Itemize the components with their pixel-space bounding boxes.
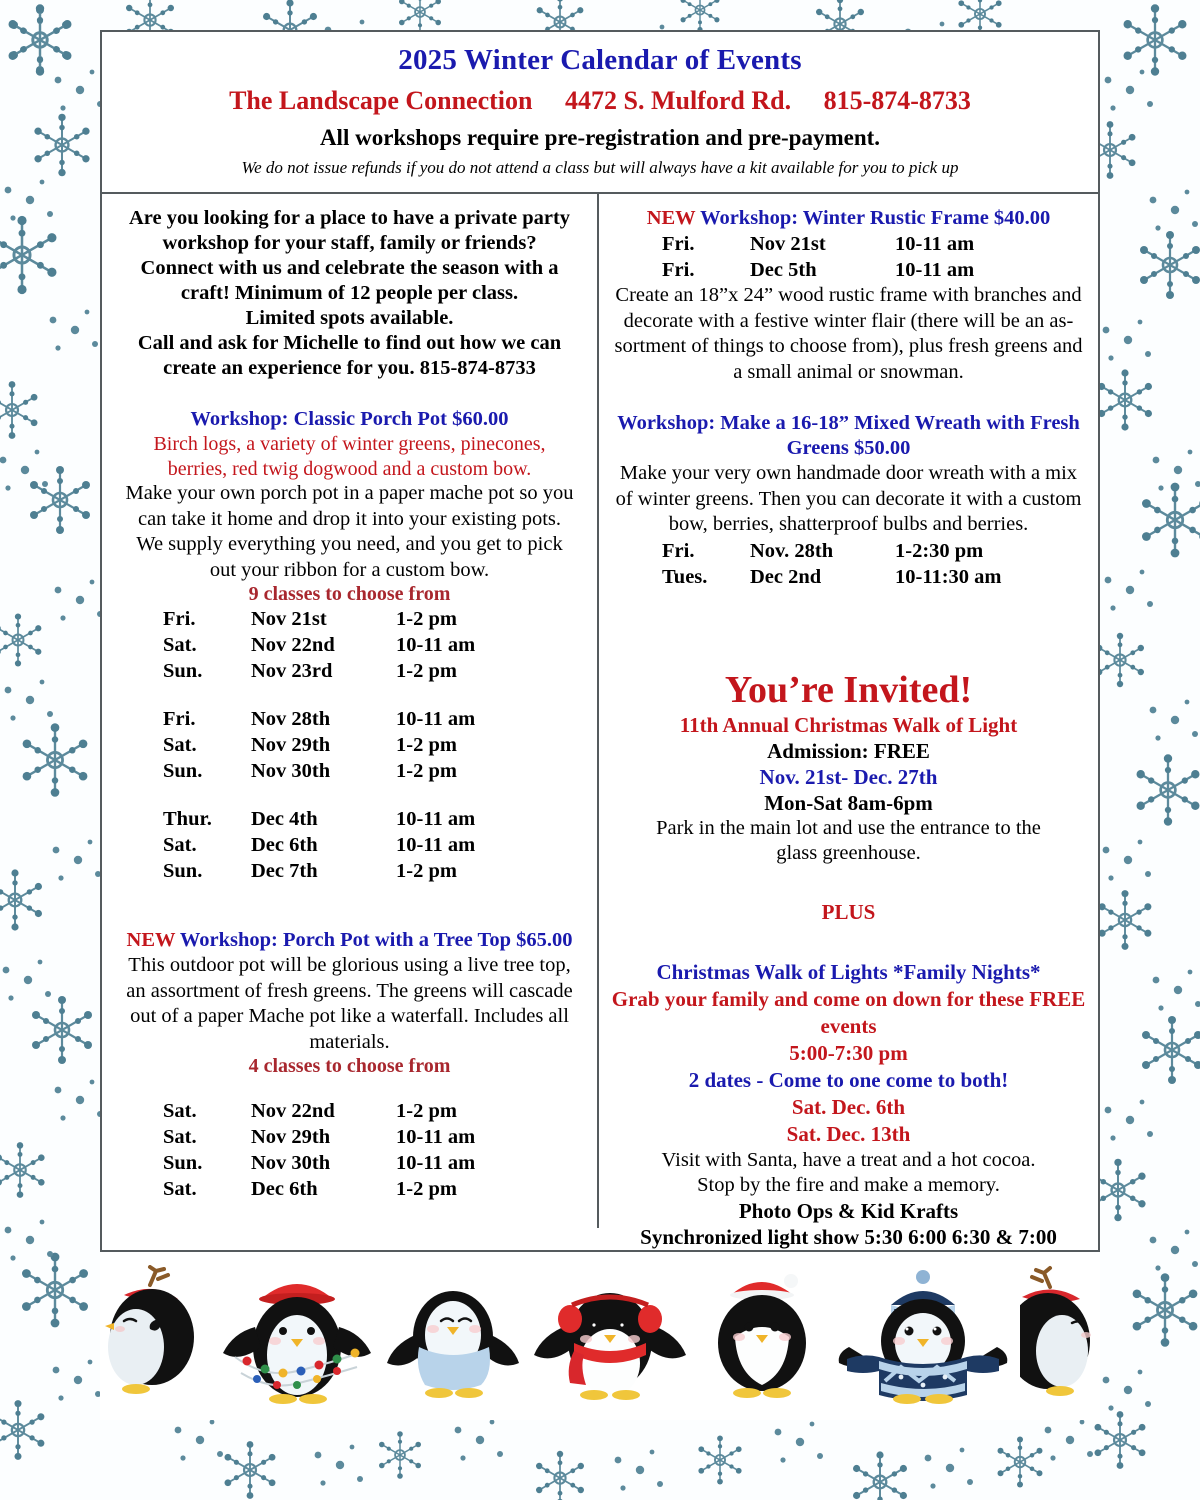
registration-notice: All workshops require pre-registration and pre-payment. — [319, 125, 881, 150]
schedule-date: Nov 30th — [251, 1152, 331, 1174]
schedule-time: 1-2 pm — [396, 734, 457, 756]
invitation-parking-line: Park in the main lot and use the entrance to the — [656, 816, 1041, 839]
penguin-decoration-strip — [100, 1255, 1100, 1415]
private-party-block — [116, 206, 583, 381]
refund-policy: We do not issue refunds if you do not attend a class but will always have a kit available for you to pick up — [241, 158, 959, 177]
table-row — [662, 257, 1035, 283]
workshop-materials — [116, 432, 583, 481]
family-nights-time: 5:00-7:30 pm — [789, 1040, 908, 1065]
plus-label: PLUS — [821, 899, 876, 924]
schedule-date: Nov 30th — [251, 760, 331, 782]
schedule-day: Thur. — [163, 808, 212, 830]
schedule-time: 10-11 am — [396, 634, 476, 656]
penguin-red-santa-hat — [697, 1265, 827, 1415]
table-row — [163, 858, 536, 884]
penguin-earmuffs-red-scarf — [530, 1265, 690, 1415]
schedule-group-gap — [163, 784, 536, 806]
schedule-time: 1-2 pm — [396, 608, 457, 630]
schedule-date: Dec 4th — [251, 808, 318, 830]
table-row — [662, 538, 1035, 564]
description-line: out of a paper Mache pot like a waterfall. Includes all — [130, 1005, 569, 1027]
schedule-time: 1-2 pm — [396, 860, 457, 882]
workshop-heading: Workshop: Classic Porch Pot $60.00 — [190, 408, 509, 430]
schedule-day: Sun. — [163, 860, 203, 882]
family-nights-photo-ops: Photo Ops & Kid Krafts — [738, 1198, 959, 1223]
business-phone: 815-874-8733 — [823, 86, 971, 115]
schedule-time: 1-2 pm — [396, 760, 457, 782]
family-nights-activity: Visit with Santa, have a treat and a hot cocoa. — [661, 1148, 1036, 1171]
schedule-day: Sun. — [163, 1152, 203, 1174]
flyer-header — [102, 32, 1098, 194]
table-row — [163, 658, 536, 684]
right-column — [599, 194, 1098, 1249]
workshop-winter-rustic-frame — [611, 206, 1086, 385]
invitation-hours: Mon-Sat 8am-6pm — [764, 790, 933, 815]
schedule-date: Nov 21st — [750, 233, 826, 255]
schedule-date: Nov 21st — [251, 608, 327, 630]
invitation-block — [611, 668, 1086, 866]
workshop-heading-line1: Workshop: Make a 16-18” Mixed Wreath with Fresh — [617, 412, 1080, 434]
family-nights-dates-note: 2 dates - Come to one come to both! — [688, 1067, 1009, 1092]
invitation-event-name: 11th Annual Christmas Walk of Light — [679, 712, 1018, 737]
private-party-line: Call and ask for Michelle to find out how we can — [137, 332, 562, 354]
business-line — [112, 86, 1088, 116]
schedule-day: Sun. — [163, 660, 203, 682]
private-party-line: craft! Minimum of 12 people per class. — [180, 282, 519, 304]
materials-line: Birch logs, a variety of winter greens, pinecones, — [153, 433, 546, 455]
description-line: decorate with a festive winter flair (there will be an as- — [623, 309, 1074, 332]
penguin-blue-scarf — [383, 1265, 523, 1415]
schedule-day: Sat. — [163, 634, 197, 656]
table-row — [163, 1150, 536, 1176]
workshop-heading: Workshop: Winter Rustic Frame $40.00 — [700, 207, 1051, 229]
schedule-time: 10-11:30 am — [895, 565, 1002, 588]
table-row — [163, 758, 536, 784]
workshop-heading-line2: Greens $50.00 — [786, 437, 911, 459]
workshop-description — [116, 953, 583, 1055]
schedule-date: Dec 6th — [251, 1178, 318, 1200]
page-title: 2025 Winter Calendar of Events — [398, 44, 802, 76]
schedule-day: Sat. — [163, 1178, 197, 1200]
schedule-time: 1-2:30 pm — [895, 539, 984, 562]
schedule-time: 10-11 am — [396, 1152, 476, 1174]
left-column — [102, 194, 599, 1228]
schedule-time: 10-11 am — [396, 1126, 476, 1148]
workshop-heading: Workshop: Porch Pot with a Tree Top $65.00 — [179, 929, 573, 951]
schedule-date: Dec 2nd — [750, 565, 822, 588]
table-row — [163, 1098, 536, 1124]
family-nights-activity: Stop by the fire and make a memory. — [697, 1173, 1000, 1196]
penguin-santa-hat-with-lights — [217, 1265, 377, 1415]
schedule-day: Fri. — [662, 539, 695, 562]
rustic-frame-schedule — [662, 231, 1035, 283]
description-line: of winter greens. Then you can decorate it with a custom — [615, 487, 1082, 510]
schedule-group-gap — [163, 684, 536, 706]
description-line: materials. — [309, 1030, 390, 1053]
schedule-day: Sat. — [163, 834, 197, 856]
table-row — [163, 632, 536, 658]
schedule-day: Fri. — [662, 259, 695, 281]
classic-porch-pot-schedule — [163, 606, 536, 884]
schedule-time: 10-11 am — [895, 233, 975, 255]
schedule-day: Fri. — [662, 233, 695, 255]
schedule-date: Nov 29th — [251, 1126, 331, 1148]
table-row — [163, 606, 536, 632]
table-row — [163, 1176, 536, 1202]
schedule-day: Fri. — [163, 708, 196, 730]
schedule-time: 1-2 pm — [396, 1100, 457, 1122]
schedule-date: Nov 28th — [251, 708, 331, 730]
schedule-date: Nov 23rd — [251, 660, 333, 682]
description-line: bow, berries, shatterproof bulbs and berries. — [668, 513, 1029, 535]
schedule-day: Fri. — [163, 608, 196, 630]
schedule-day: Tues. — [662, 565, 708, 588]
description-line: Make your own porch pot in a paper mache pot so you — [125, 482, 574, 504]
table-row — [163, 832, 536, 858]
family-nights-date: Sat. Dec. 13th — [786, 1121, 911, 1146]
schedule-date: Dec 5th — [750, 259, 817, 281]
family-nights-date: Sat. Dec. 6th — [791, 1094, 906, 1119]
workshop-heading-row — [116, 928, 583, 953]
schedule-day: Sat. — [163, 1100, 197, 1122]
new-badge: NEW — [126, 929, 176, 951]
materials-line: berries, red twig dogwood and a custom bow. — [167, 457, 532, 480]
description-line: Make your very own handmade door wreath with a mix — [619, 462, 1078, 484]
private-party-line: workshop for your staff, family or friends? — [162, 232, 537, 254]
description-line: This outdoor pot will be glorious using a live tree top, — [128, 954, 571, 976]
schedule-date: Nov. 28th — [750, 539, 834, 562]
classes-count-note: 4 classes to choose from — [248, 1055, 451, 1077]
table-row — [163, 706, 536, 732]
table-row — [163, 806, 536, 832]
invitation-title: You’re Invited! — [724, 668, 973, 711]
invitation-parking-line: glass greenhouse. — [776, 841, 921, 864]
table-row — [163, 1124, 536, 1150]
penguin-reindeer-antlers-right — [1020, 1265, 1100, 1415]
table-row — [662, 231, 1035, 257]
penguin-reindeer-antlers — [100, 1265, 210, 1415]
family-nights-title: Christmas Walk of Lights *Family Nights* — [656, 959, 1041, 984]
workshop-tree-top-porch-pot — [116, 928, 583, 1202]
table-row — [662, 564, 1035, 590]
schedule-time: 1-2 pm — [396, 660, 457, 682]
flyer-body — [102, 194, 1098, 1249]
table-row — [163, 732, 536, 758]
invitation-admission: Admission: FREE — [767, 738, 930, 763]
schedule-date: Dec 6th — [251, 834, 318, 856]
schedule-time: 10-11 am — [396, 834, 476, 856]
invitation-dates: Nov. 21st- Dec. 27th — [759, 764, 938, 789]
schedule-day: Sat. — [163, 1126, 197, 1148]
schedule-day: Sun. — [163, 760, 203, 782]
workshop-description — [611, 283, 1086, 385]
private-party-line: Limited spots available. — [245, 307, 454, 329]
mixed-wreath-schedule — [662, 538, 1035, 590]
new-badge: NEW — [646, 207, 696, 229]
schedule-time: 10-11 am — [895, 259, 975, 281]
description-line: We supply everything you need, and you get to pick — [136, 533, 563, 555]
schedule-time: 10-11 am — [396, 708, 476, 730]
schedule-day: Sat. — [163, 734, 197, 756]
schedule-date: Nov 29th — [251, 734, 331, 756]
classes-count-note: 9 classes to choose from — [248, 583, 451, 605]
schedule-date: Dec 7th — [251, 860, 318, 882]
description-line: can take it home and drop it into your existing pots. — [137, 507, 562, 530]
description-line: Create an 18”x 24” wood rustic frame with branches and — [615, 284, 1082, 306]
private-party-line: Are you looking for a place to have a private party — [128, 207, 571, 229]
schedule-date: Nov 22nd — [251, 634, 335, 656]
private-party-line: Connect with us and celebrate the season with a — [140, 257, 559, 279]
description-line: a small animal or snowman. — [733, 360, 964, 383]
penguin-navy-sweater-hat — [833, 1265, 1013, 1415]
family-nights-tagline: events — [820, 1013, 877, 1038]
workshop-heading-row — [611, 206, 1086, 231]
description-line: out your ribbon for a custom bow. — [209, 558, 490, 581]
business-address: 4472 S. Mulford Rd. — [564, 86, 792, 115]
description-line: an assortment of fresh greens. The greens will cascade — [126, 979, 573, 1002]
tree-top-porch-pot-schedule — [163, 1098, 536, 1202]
family-nights-light-show: Synchronized light show 5:30 6:00 6:30 & 7:00 — [640, 1224, 1057, 1249]
workshop-description — [611, 461, 1086, 538]
workshop-classic-porch-pot — [116, 407, 583, 884]
workshop-description — [116, 481, 583, 583]
schedule-time: 10-11 am — [396, 808, 476, 830]
schedule-time: 1-2 pm — [396, 1178, 457, 1200]
private-party-line: create an experience for you. 815-874-8733 — [163, 357, 536, 379]
business-name: The Landscape Connection — [229, 86, 533, 115]
family-nights-tagline: Grab your family and come on down for these FREE — [611, 986, 1086, 1011]
schedule-date: Nov 22nd — [251, 1100, 335, 1122]
flyer-content-table — [100, 30, 1100, 1252]
family-nights-block — [611, 900, 1086, 1250]
workshop-mixed-wreath — [611, 411, 1086, 590]
description-line: sortment of things to choose from), plus fresh greens and — [614, 335, 1083, 357]
